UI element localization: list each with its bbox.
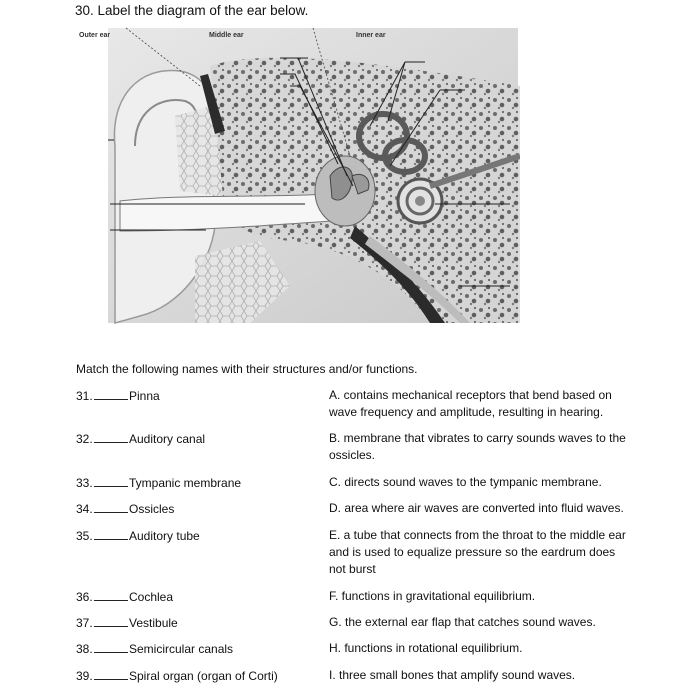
answer-blank[interactable] [94, 389, 128, 400]
question-term: Auditory canal [129, 432, 206, 446]
question-term: Vestibule [129, 616, 178, 630]
definition-f: F. functions in gravitational equilibrium. [329, 589, 536, 603]
answer-blank[interactable] [94, 616, 128, 627]
question-term: Ossicles [129, 502, 175, 516]
answer-blank[interactable] [94, 642, 128, 653]
question-number: 36. [76, 590, 93, 604]
answer-blank[interactable] [94, 432, 128, 443]
definition-g: G. the external ear flap that catches sound waves. [329, 615, 596, 629]
question-35[interactable] [76, 529, 136, 543]
definition-c: C. directs sound waves to the tympanic membrane. [329, 475, 602, 489]
middle-ear-label: Middle ear [209, 32, 244, 39]
question-number: 31. [76, 389, 93, 403]
question-term: Spiral organ (organ of Corti) [129, 669, 278, 683]
question-30-heading: 30. Label the diagram of the ear below. [75, 3, 309, 18]
question-term: Cochlea [129, 590, 174, 604]
question-36[interactable] [76, 590, 136, 604]
question-term: Pinna [129, 389, 160, 403]
answer-blank[interactable] [94, 669, 128, 680]
ear-diagram [79, 26, 520, 326]
answer-blank[interactable] [94, 502, 128, 513]
definition-i: I. three small bones that amplify sound waves. [329, 668, 576, 682]
question-term: Auditory tube [129, 529, 200, 543]
question-number: 39. [76, 669, 93, 683]
question-38[interactable] [76, 642, 136, 656]
answer-blank[interactable] [94, 590, 128, 601]
definition-d: D. area where air waves are converted into fluid waves. [329, 501, 624, 515]
outer-ear-label: Outer ear [79, 32, 111, 39]
definition-a: A. contains mechanical receptors that bend based on wave frequency and amplitude, resulting in hearing. [329, 388, 612, 419]
definition-h: H. functions in rotational equilibrium. [329, 641, 523, 655]
question-32[interactable] [76, 432, 136, 446]
question-number: 33. [76, 476, 93, 490]
question-number: 37. [76, 616, 93, 630]
question-number: 34. [76, 502, 93, 516]
answer-blank[interactable] [94, 476, 128, 487]
question-number: 38. [76, 642, 93, 656]
question-31[interactable] [76, 389, 136, 403]
definition-e: E. a tube that connects from the throat to the middle ear and is used to equalize pressure so the eardrum does not burst [329, 528, 626, 576]
question-33[interactable] [76, 476, 136, 490]
definition-b: B. membrane that vibrates to carry sounds waves to the ossicles. [329, 431, 626, 462]
question-39[interactable] [76, 669, 136, 683]
ear-illustration [100, 26, 520, 326]
question-37[interactable] [76, 616, 136, 630]
answer-blank[interactable] [94, 529, 128, 540]
question-term: Tympanic membrane [129, 476, 242, 490]
question-number: 32. [76, 432, 93, 446]
question-term: Semicircular canals [129, 642, 234, 656]
inner-ear-label: Inner ear [356, 32, 386, 39]
instructions: Match the following names with their structures and/or functions. [76, 362, 418, 376]
question-34[interactable] [76, 502, 136, 516]
question-number: 35. [76, 529, 93, 543]
